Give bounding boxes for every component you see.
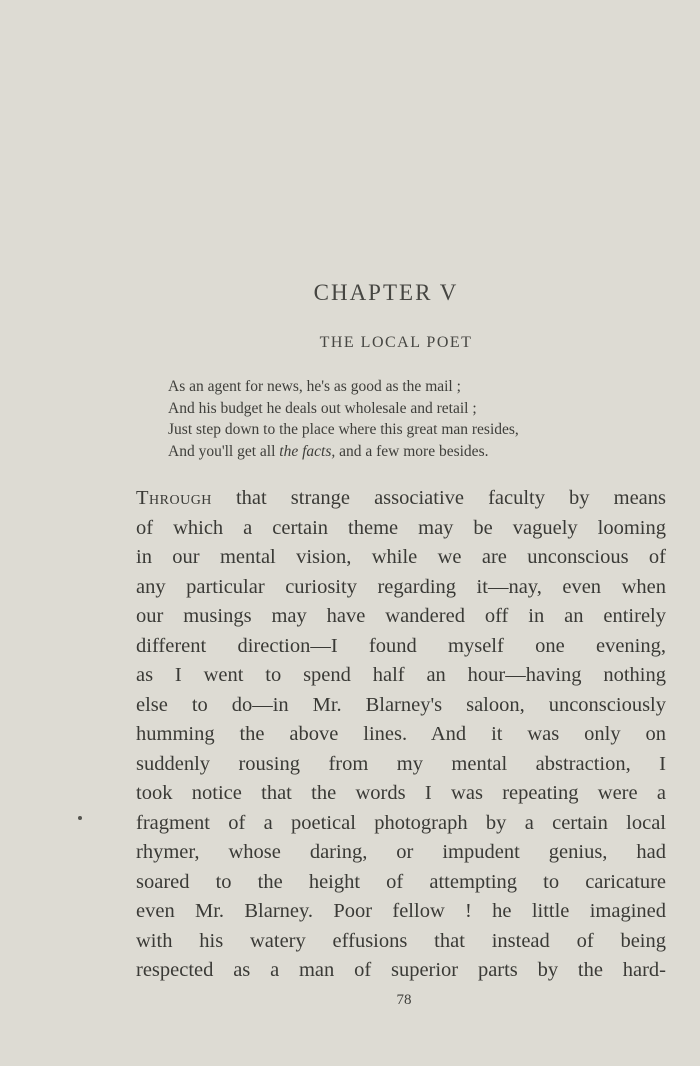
body-line: as I went to spend half an hour—having nothing — [136, 664, 666, 686]
body-paragraph — [136, 484, 666, 986]
body-line: soared to the height of attempting to caricature — [136, 870, 666, 893]
chapter-title: THE LOCAL POET — [319, 334, 473, 351]
page-number: 78 — [396, 992, 412, 1008]
body-line-text: that strange associative faculty by means — [211, 487, 666, 509]
body-line: of which a certain theme may be vaguely looming — [136, 516, 666, 539]
body-line: respected as a man of superior parts by the hard- — [136, 959, 666, 981]
epigraph-last-line-before: And you'll get all — [168, 442, 280, 460]
body-line: humming the above lines. And it was only on — [136, 723, 666, 745]
epigraph-last-line-after: and a few more besides. — [335, 442, 489, 460]
body-line: in our mental vision, while we are unconscious of — [136, 546, 666, 568]
body-line: our musings may have wandered off in an entirely — [136, 605, 666, 627]
epigraph-italic-phrase: the facts, — [279, 442, 336, 460]
paper-speck — [78, 816, 82, 820]
body-line: fragment of a poetical photograph by a certain local — [136, 811, 666, 834]
body-line: any particular curiosity regarding it—nay, even when — [136, 575, 666, 598]
epigraph-line — [168, 441, 608, 463]
body-line: took notice that the words I was repeating were a — [136, 782, 666, 804]
body-line: with his watery effusions that instead of being — [136, 929, 666, 952]
body-line — [136, 484, 666, 514]
epigraph-line: As an agent for news, he's as good as the mail ; — [168, 378, 461, 395]
opening-word: Through — [136, 487, 212, 509]
body-line: else to do—in Mr. Blarney's saloon, unconsciously — [136, 693, 666, 716]
body-line: different direction—I found myself one evening, — [136, 634, 666, 657]
epigraph — [168, 376, 608, 462]
epigraph-line: Just step down to the place where this great man resides, — [168, 421, 519, 438]
epigraph-line: And his budget he deals out wholesale and retail ; — [168, 399, 477, 417]
body-line: suddenly rousing from my mental abstraction, I — [136, 752, 666, 775]
body-line: rhymer, whose daring, or impudent genius, had — [136, 841, 666, 863]
body-line: even Mr. Blarney. Poor fellow ! he little imagined — [136, 900, 666, 922]
chapter-heading: CHAPTER V — [313, 280, 459, 305]
